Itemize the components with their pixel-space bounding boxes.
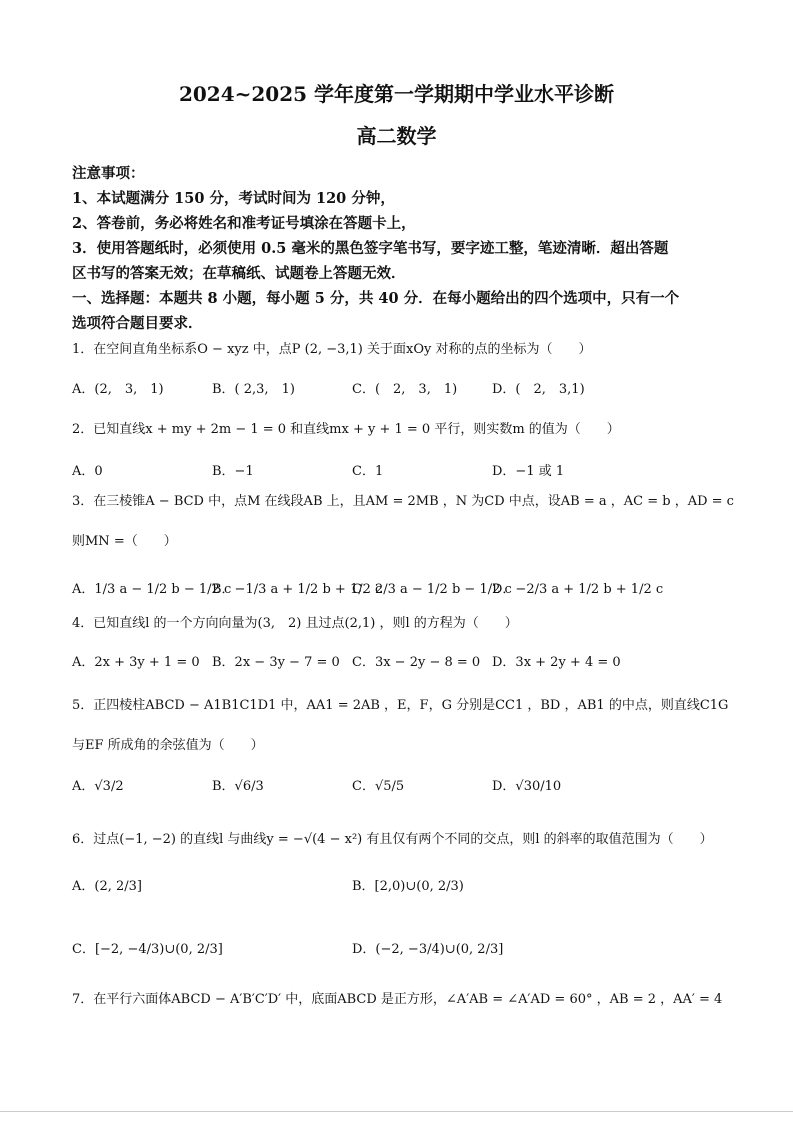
q6-stem: 6．过点(−1, −2) 的直线l 与曲线y = −√(4 − x²) 有且仅有两个不同的交点，则l 的斜率的取值范围为（ ） (72, 832, 713, 847)
q5-stem: 5．正四棱柱ABCD − A1B1C1D1 中，AA1 = 2AB ，E，F，G 分别是CC1 ，BD ，AB1 的中点，则直线C1G (72, 698, 729, 713)
q6-option-b[interactable]: B．[2,0)∪(0, 2/3) (352, 879, 464, 894)
q4-option-d[interactable]: D．3x + 2y + 4 = 0 (492, 655, 621, 670)
q1-option-a[interactable]: A．(2, 3, 1) (72, 382, 164, 397)
q2-option-c[interactable]: C．1 (352, 464, 384, 479)
q1-option-d[interactable]: D．( 2, 3,1) (492, 382, 585, 397)
q2-stem: 2．已知直线x + my + 2m − 1 = 0 和直线mx + y + 1 = 0 平行，则实数m 的值为（ ） (72, 422, 620, 437)
q3-stem-2: 则MN =（ ） (72, 534, 177, 549)
q5-option-c[interactable]: C．√5/5 (352, 779, 405, 794)
q2-option-d[interactable]: D．−1 或 1 (492, 464, 565, 479)
note-1: 1、本试题满分 150 分，考试时间为 120 分钟， (72, 190, 395, 207)
note-3a: 3．使用答题纸时，必须使用 0.5 毫米的黑色签字笔书写，要字迹工整，笔迹清晰．超出答题 (72, 240, 669, 257)
note-2: 2、答卷前，务必将姓名和准考证号填涂在答题卡上， (72, 215, 416, 232)
q3-option-b[interactable]: B．−1/3 a + 1/2 b + 1/2 c (212, 582, 383, 597)
q2-option-a[interactable]: A．0 (72, 464, 103, 479)
q7-stem: 7．在平行六面体ABCD − A′B′C′D′ 中，底面ABCD 是正方形，∠A′AB = ∠A′AD = 60° ，AB = 2 ，AA′ = 4 (72, 992, 723, 1007)
q6-option-c[interactable]: C．[−2, −4/3)∪(0, 2/3] (72, 942, 223, 957)
q4-option-c[interactable]: C．3x − 2y − 8 = 0 (352, 655, 481, 670)
q6-option-d[interactable]: D．(−2, −3/4)∪(0, 2/3] (352, 942, 504, 957)
exam-title: 2024~2025 学年度第一学期期中学业水平诊断 (178, 82, 615, 106)
q5-option-d[interactable]: D．√30/10 (492, 779, 562, 794)
q1-option-c[interactable]: C．( 2, 3, 1) (352, 382, 458, 397)
section-heading-a: 一、选择题：本题共 8 小题，每小题 5 分，共 40 分．在每小题给出的四个选项中，只有一个 (72, 290, 680, 307)
page-footer-divider (0, 1111, 793, 1112)
q1-option-b[interactable]: B．( 2,3, 1) (212, 382, 295, 397)
section-heading-b: 选项符合题目要求． (72, 315, 203, 332)
q5-option-a[interactable]: A．√3/2 (72, 779, 124, 794)
q4-stem: 4．已知直线l 的一个方向向量为(3, 2) 且过点(2,1) ，则l 的方程为（ ） (72, 616, 518, 631)
q3-option-c[interactable]: C．2/3 a − 1/2 b − 1/2 c (352, 582, 512, 597)
notes-heading: 注意事项： (72, 165, 145, 182)
q2-option-b[interactable]: B．−1 (212, 464, 254, 479)
q5-option-b[interactable]: B．√6/3 (212, 779, 264, 794)
q5-stem-2: 与EF 所成角的余弦值为（ ） (72, 738, 264, 753)
note-3b: 区书写的答案无效；在草稿纸、试题卷上答题无效． (72, 265, 406, 282)
q3-option-a[interactable]: A．1/3 a − 1/2 b − 1/2 c (72, 582, 232, 597)
q4-option-b[interactable]: B．2x − 3y − 7 = 0 (212, 655, 340, 670)
q6-option-a[interactable]: A．(2, 2/3] (72, 879, 142, 894)
exam-subject: 高二数学 (356, 124, 437, 148)
q4-option-a[interactable]: A．2x + 3y + 1 = 0 (72, 655, 200, 670)
q3-option-d[interactable]: D．−2/3 a + 1/2 b + 1/2 c (492, 582, 664, 597)
q1-stem: 1．在空间直角坐标系O − xyz 中，点P (2, −3,1) 关于面xOy 对称的点的坐标为（ ） (72, 342, 592, 357)
q3-stem: 3．在三棱锥A − BCD 中，点M 在线段AB 上，且AM = 2MB ，N 为CD 中点，设AB = a ，AC = b ，AD = c (72, 494, 734, 509)
